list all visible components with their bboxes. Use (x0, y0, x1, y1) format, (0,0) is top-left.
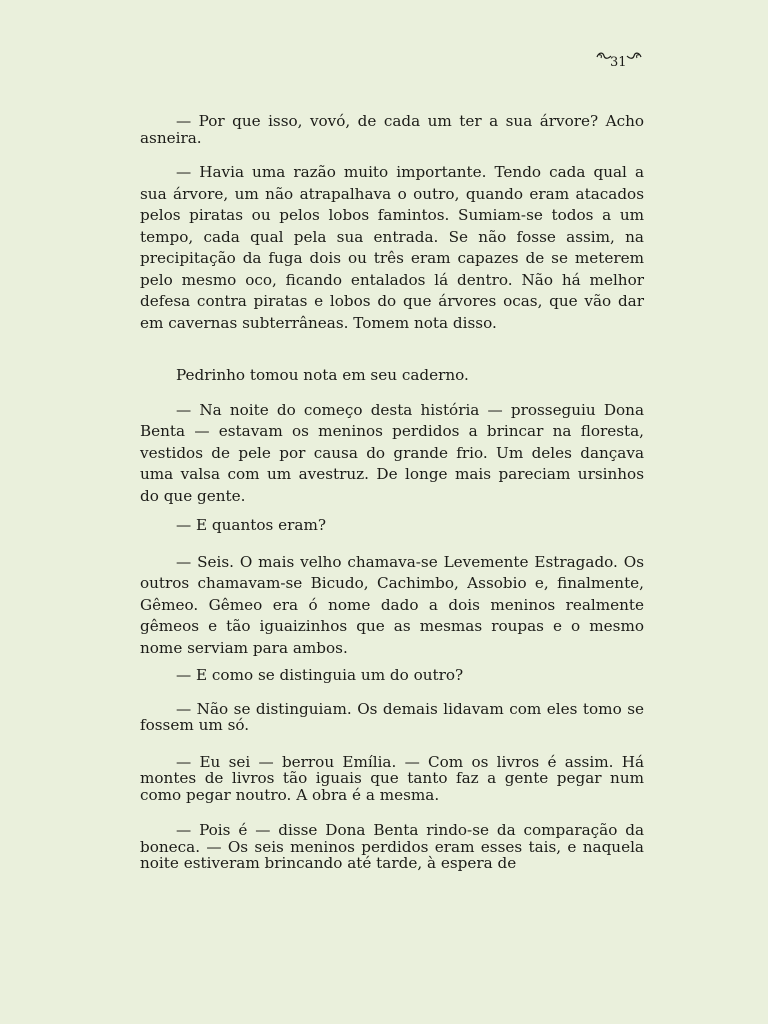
page-header (596, 50, 646, 72)
paragraph: — Na noite do começo desta história — prosseguiu Dona Benta — estavam os meninos perdidos a brincar na floresta, vestidos de pele por causa do grande frio. Um deles dançava uma valsa com um avestruz. De longe mais pareciam ursinhos do que gente. (140, 400, 644, 505)
book-text (140, 113, 644, 872)
paragraph: — Eu sei — berrou Emília. — Com os livros é assim. Há montes de livros tão iguais que tanto faz a gente pegar num como pegar noutro. A obra é a mesma. (140, 752, 644, 804)
paragraph: — E como se distinguia um do outro? (176, 666, 464, 684)
paragraph: — Por que isso, vovó, de cada um ter a sua árvore? Acho asneira. (140, 112, 644, 147)
paragraph: — E quantos eram? (176, 516, 326, 534)
paragraph: Pedrinho tomou nota em seu caderno. (176, 366, 469, 384)
page-number: 31 (610, 55, 627, 70)
paragraph: — Não se distinguiam. Os demais lidavam com eles tomo se fossem um só. (140, 699, 644, 734)
paragraph: — Havia uma razão muito importante. Tendo cada qual a sua árvore, um não atrapalhava o outro, quando eram atacados pelos piratas ou pelos lobos famintos. Sumiam-se todos a um tempo, cada qual pela sua entrada. Se não fosse assim, na precipitação da fuga dois ou três eram capazes de se meterem pelo mesmo oco, ficando entalados lá dentro. Não há melhor defesa contra piratas e lobos do que árvores ocas, que vão dar em cavernas subterrâneas. Tomem nota disso. (140, 163, 644, 332)
paragraph: — Seis. O mais velho chamava-se Levemente Estragado. Os outros chamavam-se Bicudo, Cachimbo, Assobio e, finalmente, Gêmeo. Gêmeo era ó nome dado a dois meninos realmente gêmeos e tão iguaizinhos que as mesmas roupas e o mesmo nome serviam para ambos. (140, 552, 644, 657)
flourish-ornament-icon (626, 50, 642, 62)
paragraph: — Pois é — disse Dona Benta rindo-se da comparação da boneca. — Os seis meninos perdidos eram esses tais, e naquela noite estiveram brincando até tarde, à espera de (140, 821, 644, 872)
